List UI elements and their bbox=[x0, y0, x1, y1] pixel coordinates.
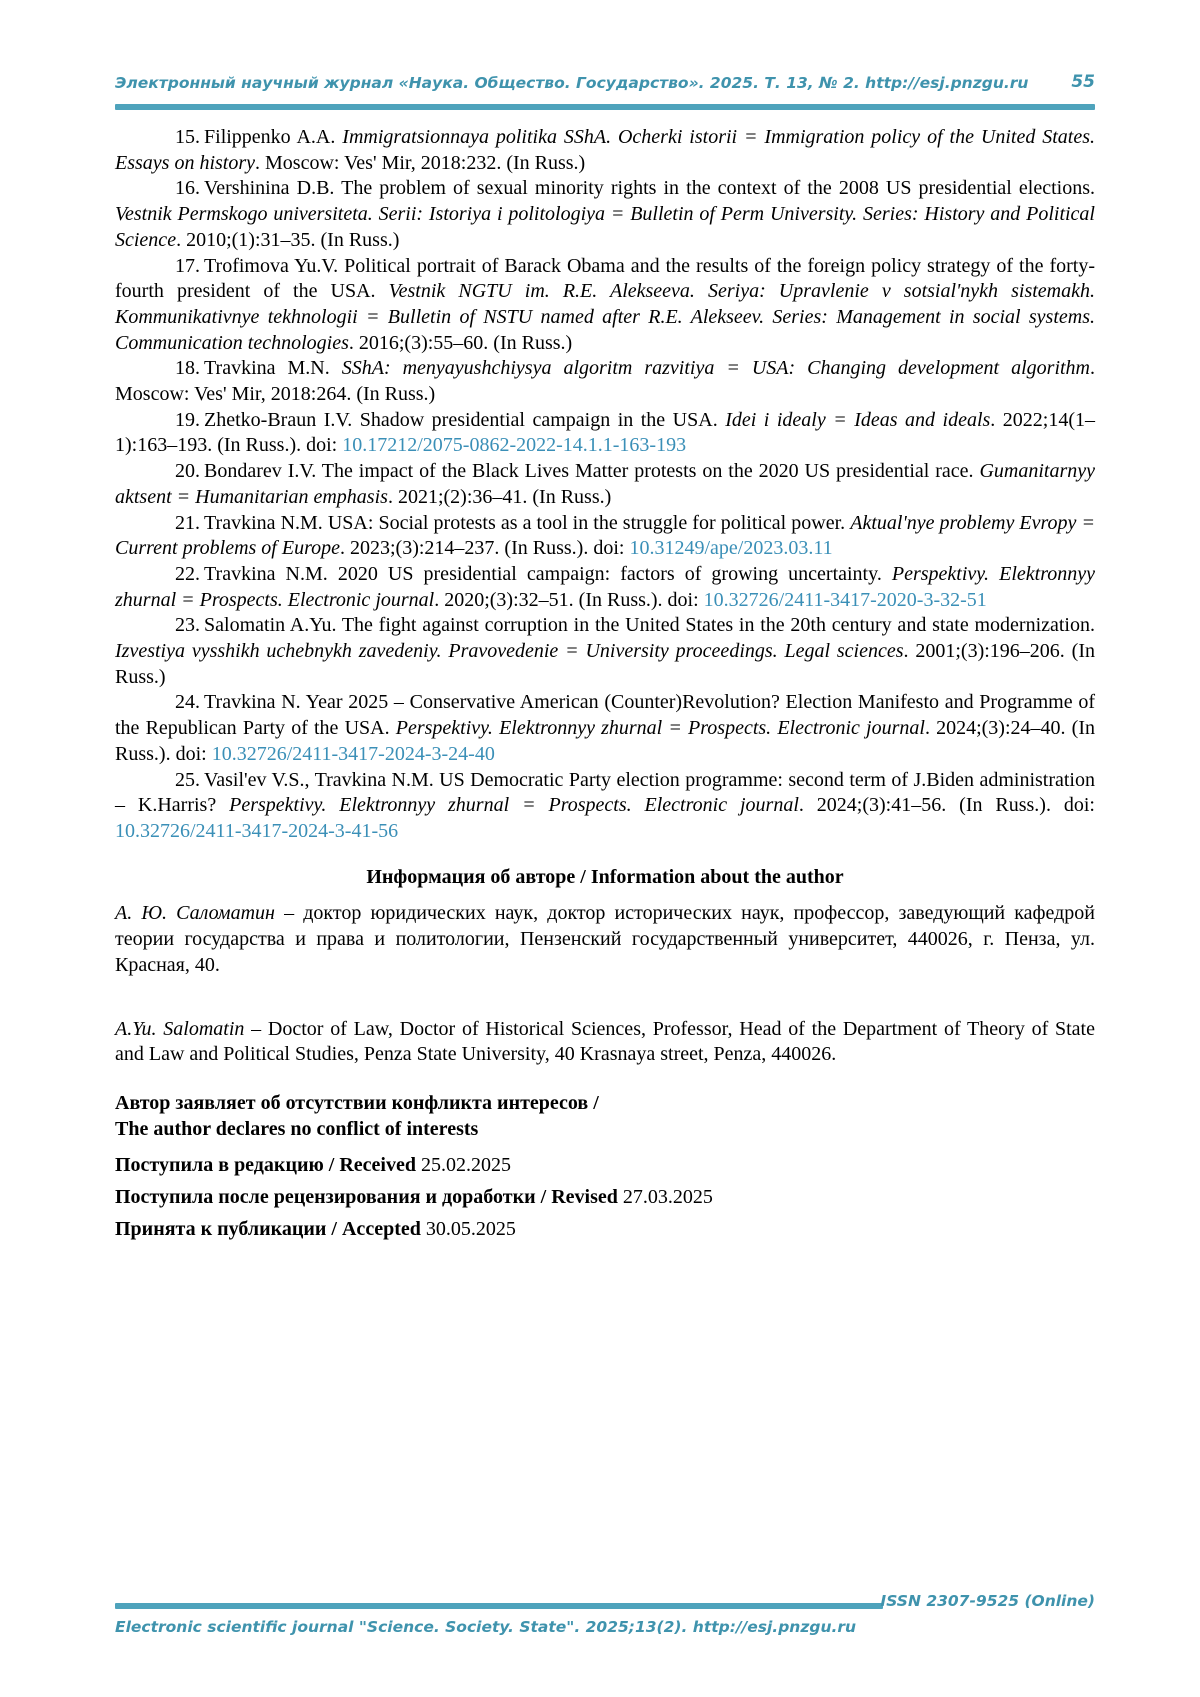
issn-label: ISSN 2307-9525 (Online) bbox=[880, 1592, 1095, 1610]
reference-number: 24. bbox=[175, 691, 200, 714]
reference-source: Aktual'nye problemy Evropy = Current problems of Europe bbox=[115, 511, 1095, 560]
reference-number: 22. bbox=[175, 562, 200, 585]
header-rule bbox=[115, 104, 1095, 110]
page-header bbox=[115, 70, 1095, 114]
reference-21: 21. Travkina N.M. USA: Social protests as a tool in the struggle for political power. Aktual'nye problemy Evropy = Current problems of Europe. 2023;(3):214–237. (In Russ.). doi: 10.31249/ape/2023.03.11 bbox=[115, 511, 1095, 560]
reference-22: 22. Travkina N.M. 2020 US presidential campaign: factors of growing uncertainty. Perspektivy. Elektronnyy zhurnal = Prospects. Electronic journal. 2020;(3):32–51. (In Russ.). doi: 10.32726/2411-3417-2020-3-32-51 bbox=[115, 562, 1095, 611]
doi-link[interactable]: 10.32726/2411-3417-2024-3-41-56 bbox=[115, 819, 399, 842]
reference-number: 15. bbox=[175, 126, 200, 148]
reference-15: 15. Filippenko A.A. Immigratsionnaya politika SShA. Ocherki istorii = Immigration policy of the United States. Essays on history. Moscow: Ves' Mir, 2018:232. (In Russ.) bbox=[115, 126, 1095, 174]
revised-date: Поступила после рецензирования и доработки / Revised 27.03.2025 bbox=[115, 1185, 713, 1208]
reference-source: SShA: menyayushchiysya algoritm razvitiya = USA: Changing development algorithm bbox=[341, 357, 1090, 380]
reference-number: 21. bbox=[175, 511, 200, 534]
publication-dates bbox=[115, 1152, 1095, 1243]
reference-20: 20. Bondarev I.V. The impact of the Black Lives Matter protests on the 2020 US presidential race. Gumanitarnyy aktsent = Humanitarian emphasis. 2021;(2):36–41. (In Russ.) bbox=[115, 460, 1095, 508]
doi-link[interactable]: 10.31249/ape/2023.03.11 bbox=[629, 537, 833, 560]
reference-number: 16. bbox=[175, 177, 200, 200]
author-info-heading: Информация об авторе / Information about the author bbox=[366, 865, 844, 888]
reference-16: 16. Vershinina D.B. The problem of sexual minority rights in the context of the 2008 US presidential elections. Vestnik Permskogo universiteta. Serii: Istoriya i politologiya = Bulletin of Perm University. Series: History and Political Science. 2010;(1):31–35. (In Russ.) bbox=[115, 177, 1095, 251]
reference-number: 17. bbox=[175, 254, 200, 277]
reference-source: Perspektivy. Elektronnyy zhurnal = Prospects. Electronic journal bbox=[229, 794, 799, 817]
page-number: 55 bbox=[1071, 72, 1095, 92]
reference-number: 20. bbox=[175, 460, 200, 483]
reference-list bbox=[115, 125, 1095, 845]
page-footer bbox=[115, 1592, 1095, 1662]
reference-number: 19. bbox=[175, 408, 200, 431]
reference-source: Perspektivy. Elektronnyy zhurnal = Prospects. Electronic journal bbox=[115, 562, 1095, 611]
page-content bbox=[115, 125, 1095, 1248]
author-name-en: A.Yu. Salomatin bbox=[115, 1017, 245, 1040]
reference-source: Vestnik NGTU im. R.E. Alekseeva. Seriya: Upravlenie v sotsial'nykh sistemakh. Kommunikativnye tekhnologii = Bulletin of NSTU named after R.E. Alekseev. Series: Management in social systems. Communication technologies bbox=[115, 280, 1096, 354]
reference-number: 18. bbox=[175, 357, 200, 380]
reference-source: Perspektivy. Elektronnyy zhurnal = Prospects. Electronic journal bbox=[395, 717, 925, 740]
received-date: Поступила в редакцию / Received 25.02.2025 bbox=[115, 1153, 511, 1176]
reference-number: 25. bbox=[175, 768, 200, 791]
doi-link[interactable]: 10.32726/2411-3417-2024-3-24-40 bbox=[211, 742, 495, 765]
conflict-of-interest-declaration: Автор заявляет об отсутствии конфликта интересов / The author declares no conflict of interests bbox=[115, 1091, 599, 1140]
author-info-en: A.Yu. Salomatin – Doctor of Law, Doctor of Historical Sciences, Professor, Head of the Department of Theory of State and Law and Political Studies, Penza State University, 40 Krasnaya street, Penza, 440026. bbox=[115, 1017, 1095, 1066]
reference-19: 19. Zhetko-Braun I.V. Shadow presidential campaign in the USA. Idei i idealy = Ideas and ideals. 2022;14(1–1):163–193. (In Russ.). doi: 10.17212/2075-0862-2022-14.1.1-163-193 bbox=[115, 408, 1096, 457]
reference-source: Vestnik Permskogo universiteta. Serii: Istoriya i politologiya = Bulletin of Perm University. Series: History and Political Science bbox=[115, 203, 1095, 251]
reference-number: 23. bbox=[175, 614, 200, 637]
journal-footer-title: Electronic scientific journal "Science. Society. State". 2025;13(2). http://esj.pnzgu.ru bbox=[115, 1618, 857, 1636]
doi-link[interactable]: 10.32726/2411-3417-2020-3-32-51 bbox=[703, 588, 987, 611]
reference-24: 24. Travkina N. Year 2025 – Conservative American (Counter)Revolution? Election Manifesto and Programme of the Republican Party of the USA. Perspektivy. Elektronnyy zhurnal = Prospects. Electronic journal. 2024;(3):24–40. (In Russ.). doi: 10.32726/2411-3417-2024-3-24-40 bbox=[115, 691, 1095, 765]
reference-18: 18. Travkina M.N. SShA: menyayushchiysya algoritm razvitiya = USA: Changing development algorithm. Moscow: Ves' Mir, 2018:264. (In Russ.) bbox=[115, 357, 1095, 406]
reference-source: Izvestiya vysshikh uchebnykh zavedeniy. Pravovedenie = University proceedings. Legal sciences bbox=[115, 640, 904, 663]
reference-23: 23. Salomatin A.Yu. The fight against corruption in the United States in the 20th century and state modernization. Izvestiya vysshikh uchebnykh zavedeniy. Pravovedenie = University proceedings. Legal sciences. 2001;(3):196–206. (In Russ.) bbox=[115, 614, 1095, 688]
reference-17: 17. Trofimova Yu.V. Political portrait of Barack Obama and the results of the foreign policy strategy of the forty-fourth president of the USA. Vestnik NGTU im. R.E. Alekseeva. Seriya: Upravlenie v sotsial'nykh sistemakh. Kommunikativnye tekhnologii = Bulletin of NSTU named after R.E. Alekseev. Series: Management in social systems. Communication technologies. 2016;(3):55–60. (In Russ.) bbox=[115, 254, 1096, 354]
reference-source: Immigratsionnaya politika SShA. Ocherki istorii = Immigration policy of the United States. Essays on history bbox=[115, 126, 1095, 174]
author-name-ru: А. Ю. Саломатин bbox=[115, 902, 275, 925]
doi-link[interactable]: 10.17212/2075-0862-2022-14.1.1-163-193 bbox=[342, 434, 687, 457]
accepted-date: Принята к публикации / Accepted 30.05.2025 bbox=[115, 1217, 516, 1240]
journal-header-title: Электронный научный журнал «Наука. Общество. Государство». 2025. Т. 13, № 2. http://esj.pnzgu.ru bbox=[115, 74, 1029, 92]
author-info-ru: А. Ю. Саломатин – доктор юридических наук, доктор исторических наук, профессор, заведующий кафедрой теории государства и права и политологии, Пензенский государственный университет, 440026, г. Пенза, ул. Красная, 40. bbox=[115, 902, 1095, 976]
footer-rule bbox=[115, 1603, 883, 1609]
reference-25: 25. Vasil'ev V.S., Travkina N.M. US Democratic Party election programme: second term of J.Biden administration – K.Harris? Perspektivy. Elektronnyy zhurnal = Prospects. Electronic journal. 2024;(3):41–56. (In Russ.). doi: 10.32726/2411-3417-2024-3-41-56 bbox=[115, 768, 1095, 842]
reference-source: Idei i idealy = Ideas and ideals bbox=[725, 408, 991, 431]
reference-source: Gumanitarnyy aktsent = Humanitarian emphasis bbox=[115, 460, 1095, 508]
